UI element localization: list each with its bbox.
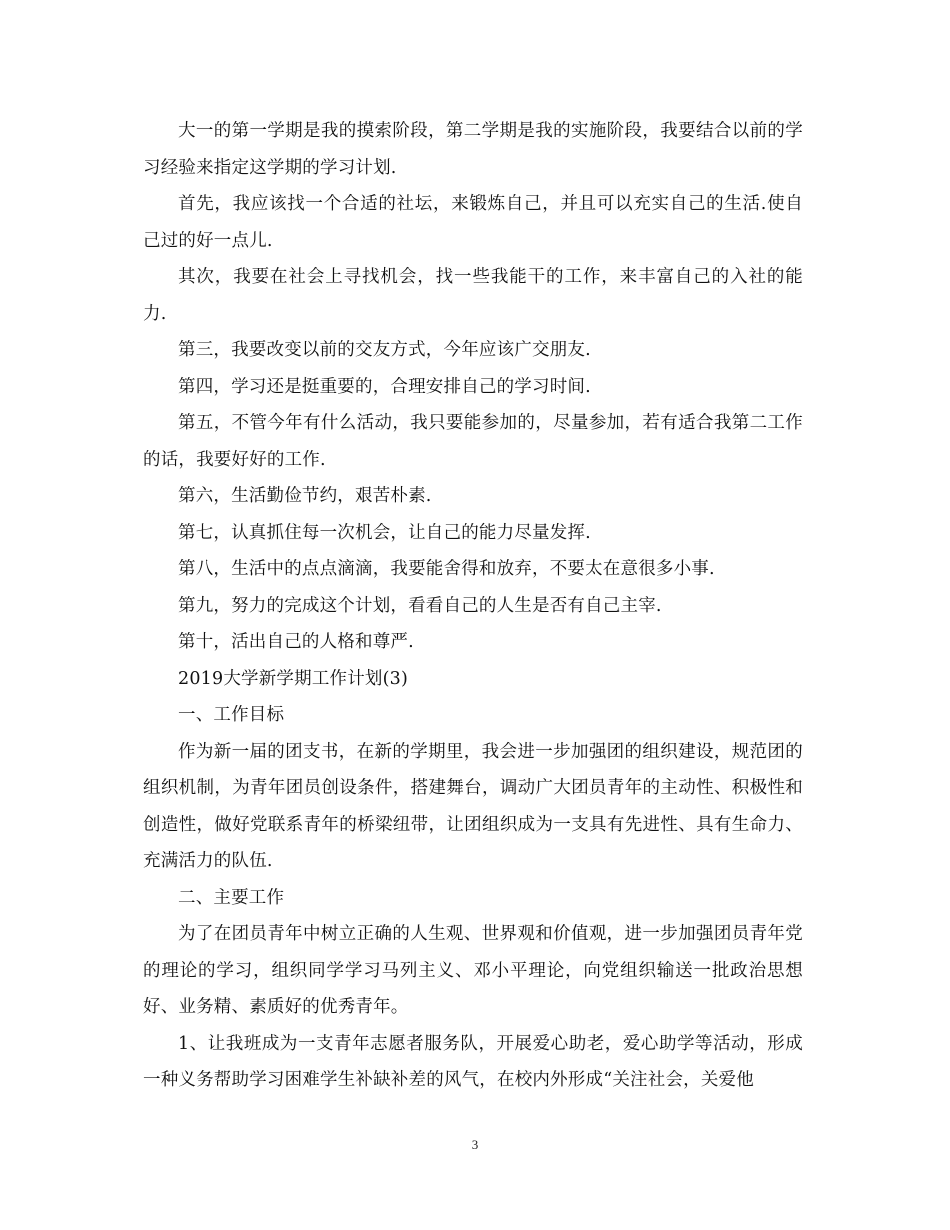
- paragraph: 为了在团员青年中树立正确的人生观、世界观和价值观，进一步加强团员青年党的理论的学习，组织同学学习马列主义、邓小平理论，向党组织输送一批政治思想好、业务精、素质好的优秀青年。: [143, 924, 803, 1017]
- section-title: 2019大学新学期工作计划(3): [178, 668, 409, 689]
- paragraph: 第九，努力的完成这个计划，看看自己的人生是否有自己主宰.: [178, 595, 662, 616]
- paragraph: 首先，我应该找一个合适的社坛，来锻炼自己，并且可以充实自己的生活.使自己过的好一点儿.: [143, 194, 803, 251]
- document-body: [143, 113, 803, 1099]
- paragraph: 作为新一届的团支书，在新的学期里，我会进一步加强团的组织建设，规范团的组织机制，为青年团员创设条件，搭建舞台，调动广大团员青年的主动性、积极性和创造性，做好党联系青年的桥梁纽带，让团组织成为一支具有先进性、具有生命力、充满活力的队伍.: [143, 741, 803, 871]
- paragraph: 第五，不管今年有什么活动，我只要能参加的，尽量参加，若有适合我第二工作的话，我要好好的工作.: [143, 413, 803, 470]
- paragraph: 第七，认真抓住每一次机会，让自己的能力尽量发挥.: [178, 522, 591, 543]
- paragraph: 其次，我要在社会上寻找机会，找一些我能干的工作，来丰富自己的入社的能力.: [143, 267, 803, 324]
- paragraph: 第三，我要改变以前的交友方式，今年应该广交朋友.: [178, 340, 591, 360]
- paragraph: 第十，活出自己的人格和尊严.: [178, 632, 414, 652]
- page-number: 3: [471, 1137, 479, 1152]
- paragraph: 第八，生活中的点点滴滴，我要能舍得和放弃，不要太在意很多小事.: [178, 559, 715, 579]
- paragraph: 大一的第一学期是我的摸索阶段，第二学期是我的实施阶段，我要结合以前的学习经验来指定这学期的学习计划.: [143, 121, 803, 178]
- paragraph: 1、让我班成为一支青年志愿者服务队，开展爱心助老，爱心助学等活动，形成一种义务帮助学习困难学生补缺补差的风气，在校内外形成“关注社会，关爱他: [143, 1033, 803, 1090]
- paragraph: 第六，生活勤俭节约，艰苦朴素.: [178, 486, 432, 506]
- section-heading: 一、工作目标: [178, 705, 285, 725]
- section-heading: 二、主要工作: [178, 887, 285, 908]
- paragraph: 第四，学习还是挺重要的，合理安排自己的学习时间.: [178, 376, 591, 397]
